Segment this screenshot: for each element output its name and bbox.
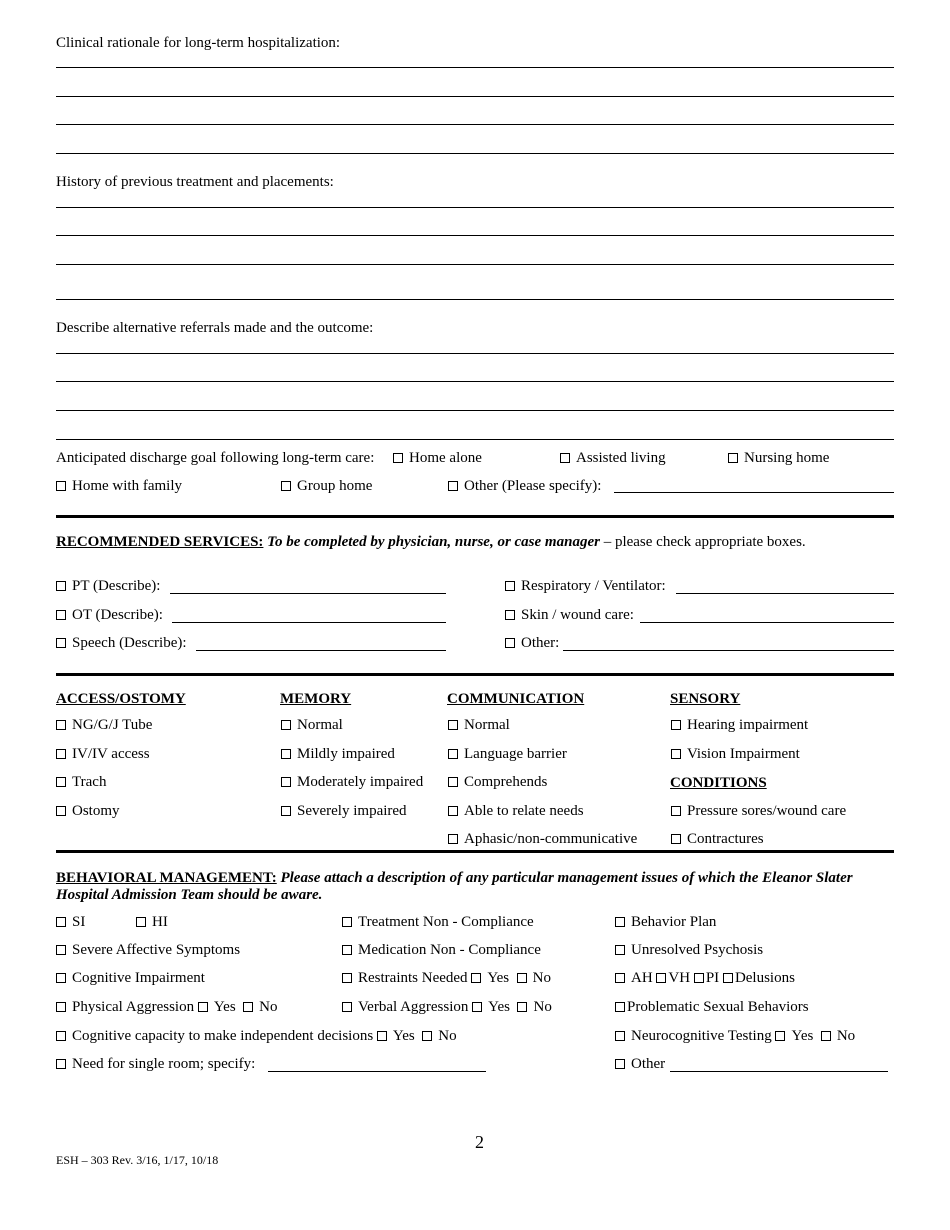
discharge-home-alone[interactable]: Home alone [393,450,482,467]
clinical-rationale-line-3[interactable] [56,124,894,125]
checkbox-icon[interactable] [56,806,66,816]
checkbox-icon[interactable] [656,973,666,983]
communication-item[interactable]: Comprehends [448,774,547,791]
behavioral-instruction-continued: Hospital Admission Team should be aware. [56,887,323,903]
service-respiratory-field[interactable] [676,593,894,594]
checkbox-icon[interactable] [342,917,352,927]
checkbox-icon[interactable] [56,638,66,648]
form-identifier: ESH – 303 Rev. 3/16, 1/17, 10/18 [56,1153,219,1167]
checkbox-icon[interactable] [694,973,704,983]
access-item[interactable]: Ostomy [56,803,120,820]
behavior-other[interactable]: Other [615,1056,665,1073]
checkbox-icon[interactable] [471,973,481,983]
checkbox-icon[interactable] [56,720,66,730]
sensory-title: SENSORY [670,691,741,707]
service-pt-field[interactable] [170,593,446,594]
checkbox-icon[interactable] [56,1002,66,1012]
behavior-problematic-sexual[interactable]: Problematic Sexual Behaviors [615,999,809,1016]
checkbox-icon[interactable] [56,973,66,983]
checkbox-icon[interactable] [615,973,625,983]
conditions-item[interactable]: Contractures [671,831,764,848]
service-ot-field[interactable] [172,622,446,623]
checkbox-icon[interactable] [615,1059,625,1069]
service-ot[interactable]: OT (Describe): [56,607,163,624]
checkbox-icon[interactable] [517,1002,527,1012]
checkbox-icon[interactable] [56,581,66,591]
access-item[interactable]: Trach [56,774,106,791]
checkbox-icon[interactable] [505,638,515,648]
page-number: 2 [475,1132,484,1152]
communication-item[interactable]: Able to relate needs [448,803,584,820]
checkbox-icon[interactable] [136,917,146,927]
checkbox-icon[interactable] [342,973,352,983]
checkbox-icon[interactable] [472,1002,482,1012]
history-label: History of previous treatment and placements: [56,174,334,190]
sensory-item[interactable]: Hearing impairment [671,717,808,734]
sensory-item[interactable]: Vision Impairment [671,746,800,763]
checkbox-icon[interactable] [281,720,291,730]
checkbox-icon[interactable] [393,453,403,463]
history-line-3[interactable] [56,264,894,265]
checkbox-icon[interactable] [56,481,66,491]
checkbox-icon[interactable] [615,1031,625,1041]
discharge-assisted-living[interactable]: Assisted living [560,450,666,467]
service-respiratory[interactable]: Respiratory / Ventilator: [505,578,666,595]
single-room-field[interactable] [268,1071,486,1072]
service-pt[interactable]: PT (Describe): [56,578,160,595]
service-other-field[interactable] [563,650,894,651]
communication-title: COMMUNICATION [447,691,585,707]
behavior-verbal-aggression[interactable]: Verbal Aggression Yes No [342,999,552,1016]
checkbox-icon[interactable] [422,1031,432,1041]
behavior-hallucinations[interactable]: AH VH PI Delusions [615,970,795,987]
memory-item[interactable]: Moderately impaired [281,774,423,791]
behavior-severe-affective[interactable]: Severe Affective Symptoms [56,942,240,959]
clinical-rationale-line-2[interactable] [56,96,894,97]
checkbox-icon[interactable] [615,1002,625,1012]
checkbox-icon[interactable] [281,481,291,491]
checkbox-icon[interactable] [448,806,458,816]
checkbox-icon[interactable] [377,1031,387,1041]
discharge-other-field[interactable] [614,492,894,493]
checkbox-icon[interactable] [243,1002,253,1012]
checkbox-icon[interactable] [56,777,66,787]
discharge-other[interactable]: Other (Please specify): [448,478,601,495]
checkbox-icon[interactable] [448,834,458,844]
memory-item[interactable]: Severely impaired [281,803,407,820]
behavior-medication-noncompliance[interactable]: Medication Non - Compliance [342,942,541,959]
checkbox-icon[interactable] [671,749,681,759]
checkbox-icon[interactable] [56,610,66,620]
checkbox-icon[interactable] [342,945,352,955]
discharge-goal-label: Anticipated discharge goal following long-term care: [56,450,375,466]
section-divider [56,850,894,853]
behavior-si[interactable]: SI [56,914,85,931]
memory-item[interactable]: Normal [281,717,343,734]
checkbox-icon[interactable] [728,453,738,463]
checkbox-icon[interactable] [56,945,66,955]
conditions-item[interactable]: Pressure sores/wound care [671,803,846,820]
checkbox-icon[interactable] [723,973,733,983]
clinical-rationale-label: Clinical rationale for long-term hospitalization: [56,35,341,51]
memory-item[interactable]: Mildly impaired [281,746,395,763]
communication-item[interactable]: Language barrier [448,746,567,763]
checkbox-icon[interactable] [448,777,458,787]
behavior-unresolved-psychosis[interactable]: Unresolved Psychosis [615,942,763,959]
behavioral-header: BEHAVIORAL MANAGEMENT: Please attach a description of any particular management issues of which the Eleanor Slater [56,870,853,886]
section-divider [56,673,894,676]
discharge-nursing-home[interactable]: Nursing home [728,450,829,467]
conditions-title: CONDITIONS [670,775,767,791]
referrals-line-2[interactable] [56,381,894,382]
checkbox-icon[interactable] [448,481,458,491]
checkbox-icon[interactable] [56,1031,66,1041]
behavior-restraints-needed[interactable]: Restraints Needed Yes No [342,970,551,987]
referrals-line-4[interactable] [56,439,894,440]
checkbox-icon[interactable] [560,453,570,463]
access-item[interactable]: IV/IV access [56,746,150,763]
service-speech[interactable]: Speech (Describe): [56,635,187,652]
checkbox-icon[interactable] [671,834,681,844]
checkbox-icon[interactable] [448,720,458,730]
referrals-line-3[interactable] [56,410,894,411]
checkbox-icon[interactable] [615,917,625,927]
service-skin-field[interactable] [640,622,894,623]
behavior-single-room[interactable]: Need for single room; specify: [56,1056,255,1073]
recommended-services-header: RECOMMENDED SERVICES: To be completed by physician, nurse, or case manager – please check appropriate boxes. [56,534,806,550]
referrals-line-1[interactable] [56,353,894,354]
access-ostomy-title: ACCESS/OSTOMY [56,691,186,707]
checkbox-icon[interactable] [198,1002,208,1012]
behavior-cognitive-impairment[interactable]: Cognitive Impairment [56,970,205,987]
checkbox-icon[interactable] [615,945,625,955]
memory-title: MEMORY [280,691,352,707]
behavior-plan[interactable]: Behavior Plan [615,914,716,931]
checkbox-icon[interactable] [671,720,681,730]
section-divider [56,515,894,518]
clinical-rationale-line-4[interactable] [56,153,894,154]
checkbox-icon[interactable] [56,1059,66,1069]
discharge-group-home[interactable]: Group home [281,478,372,495]
checkbox-icon[interactable] [505,610,515,620]
checkbox-icon[interactable] [448,749,458,759]
behavior-treatment-noncompliance[interactable]: Treatment Non - Compliance [342,914,534,931]
history-line-4[interactable] [56,299,894,300]
history-line-2[interactable] [56,235,894,236]
access-item[interactable]: NG/G/J Tube [56,717,152,734]
discharge-home-with-family[interactable]: Home with family [56,478,182,495]
checkbox-icon[interactable] [281,777,291,787]
service-speech-field[interactable] [196,650,446,651]
checkbox-icon[interactable] [56,749,66,759]
behavior-hi[interactable]: HI [136,914,168,931]
history-line-1[interactable] [56,207,894,208]
checkbox-icon[interactable] [775,1031,785,1041]
checkbox-icon[interactable] [821,1031,831,1041]
behavior-neurocognitive-testing[interactable]: Neurocognitive Testing Yes No [615,1028,855,1045]
checkbox-icon[interactable] [505,581,515,591]
checkbox-icon[interactable] [281,749,291,759]
checkbox-icon[interactable] [56,917,66,927]
checkbox-icon[interactable] [671,806,681,816]
service-skin[interactable]: Skin / wound care: [505,607,634,624]
behavior-physical-aggression[interactable]: Physical Aggression Yes No [56,999,278,1016]
behavior-cognitive-capacity[interactable]: Cognitive capacity to make independent decisions Yes No [56,1028,457,1045]
alternative-referrals-label: Describe alternative referrals made and the outcome: [56,320,374,336]
checkbox-icon[interactable] [342,1002,352,1012]
communication-item[interactable]: Aphasic/non-communicative [448,831,637,848]
communication-item[interactable]: Normal [448,717,510,734]
clinical-rationale-line-1[interactable] [56,67,894,68]
service-other[interactable]: Other: [505,635,559,652]
behavior-other-field[interactable] [670,1071,888,1072]
checkbox-icon[interactable] [281,806,291,816]
checkbox-icon[interactable] [517,973,527,983]
